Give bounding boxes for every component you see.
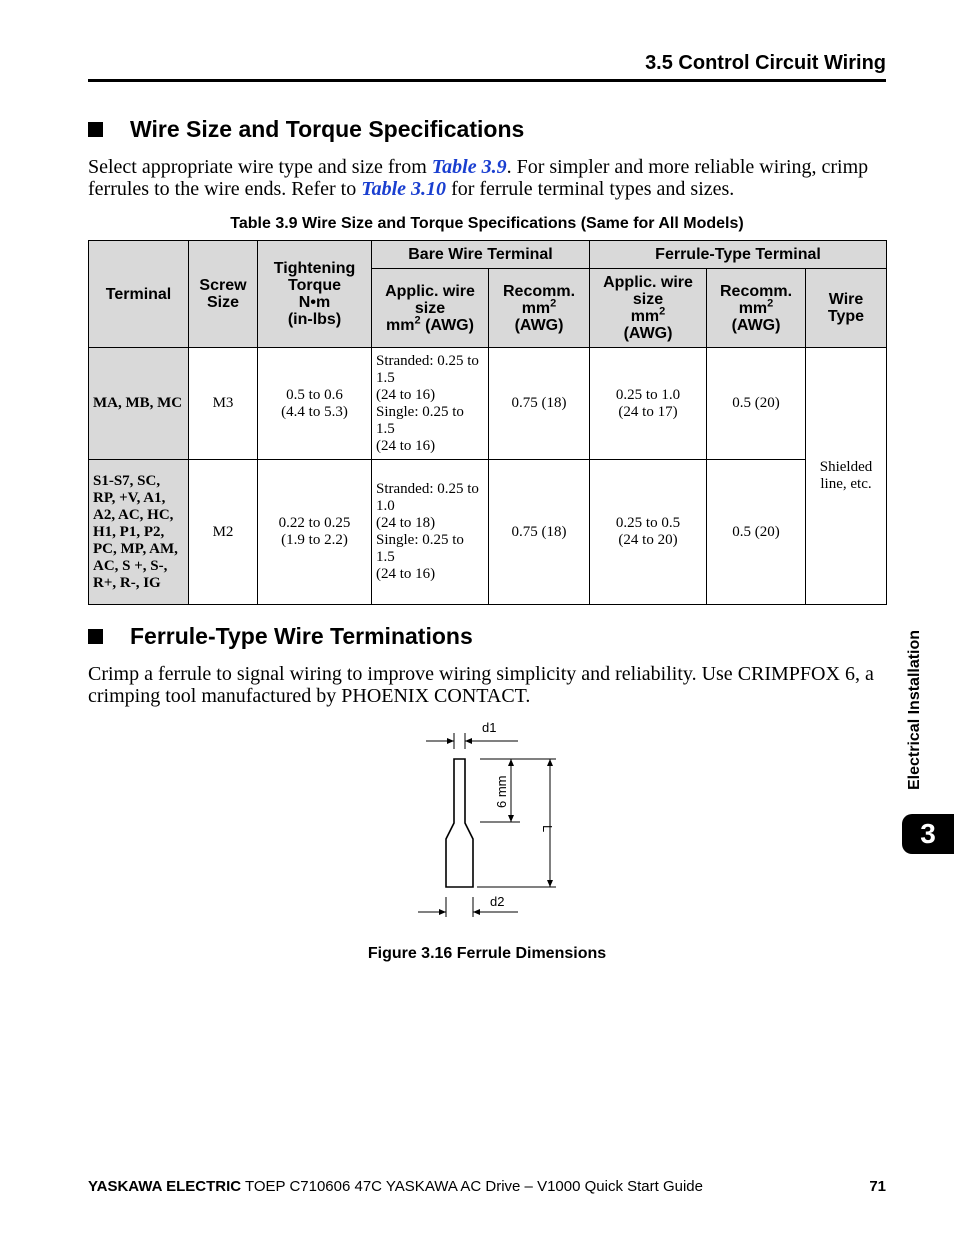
section-heading-ferrule	[88, 623, 473, 650]
header-ferrule-applic-wire-size: Applic. wire size $mm^2$ (AWG)	[590, 269, 707, 348]
header-bare-recomm: Recomm. $mm^2$ (AWG)	[489, 269, 590, 348]
para-text: Select appropriate wire type and size from	[88, 156, 432, 178]
table-3-9-link[interactable]: Table 3.9	[431, 156, 507, 178]
cell-bare-applic	[372, 460, 489, 605]
cell-screw: M3	[189, 348, 258, 460]
ferrule-paragraph: Crimp a ferrule to signal wiring to improve wiring simplicity and reliability. Use CRIMPFOX 6, a crimping tool manufactured by PHOENIX CONTACT.	[88, 663, 874, 707]
awg-label: (AWG)	[425, 316, 474, 334]
table-3-10-link[interactable]: Table 3.10	[361, 178, 447, 200]
header-rule	[88, 79, 886, 82]
cell-wire-type: Shielded line, etc.	[806, 348, 887, 605]
mm-label: mm	[738, 299, 768, 317]
table-row	[89, 460, 887, 605]
arrowhead-icon	[547, 880, 553, 887]
recomm-label: Recomm.	[502, 282, 576, 300]
bare-applic-line: Single: 0.25 to 1.5	[376, 403, 464, 437]
torque-inlbs: (4.4 to 5.3)	[281, 403, 348, 420]
torque-nm: 0.22 to 0.25	[278, 515, 351, 531]
bare-applic-line: Stranded: 0.25 to 1.0	[376, 481, 479, 514]
label-6mm: 6 mm	[494, 775, 509, 808]
cell-screw: M2	[189, 460, 258, 605]
ferrule-outline	[446, 759, 473, 887]
table-row	[89, 348, 887, 460]
section-heading-text: Wire Size and Torque Specifications	[130, 116, 525, 142]
arrowhead-icon	[447, 738, 454, 744]
label-L: L	[540, 825, 555, 833]
torque-inlbs: (1.9 to 2.2)	[281, 532, 348, 548]
header-bare-wire-terminal: Bare Wire Terminal	[372, 241, 590, 269]
chapter-tab: 3	[902, 814, 954, 854]
bare-applic-line: (24 to 16)	[376, 386, 436, 403]
header-tightening-torque	[258, 241, 372, 348]
section-heading-wire-size	[88, 116, 524, 143]
page-number: 71	[869, 1178, 886, 1195]
ferrule-applic-awg: (24 to 20)	[618, 532, 678, 548]
arrowhead-icon	[508, 759, 514, 766]
arrowhead-icon	[473, 909, 480, 915]
table-caption: Table 3.9 Wire Size and Torque Specifications (Same for All Models)	[230, 215, 744, 232]
header-section-title: 3.5 Control Circuit Wiring	[645, 52, 886, 74]
figure-caption: Figure 3.16 Ferrule Dimensions	[367, 945, 607, 962]
bare-applic-line: Single: 0.25 to 1.5	[376, 532, 464, 565]
bare-applic-line: Stranded: 0.25 to 1.5	[376, 352, 479, 386]
bare-applic-line: (24 to 16)	[376, 437, 436, 454]
ferrule-applic-awg: (24 to 17)	[618, 403, 678, 420]
cell-bare-applic	[372, 348, 489, 460]
cell-ferrule-recomm: 0.5 (20)	[707, 348, 806, 460]
ferrule-applic-mm: 0.25 to 0.5	[615, 515, 681, 531]
square-bullet-icon	[88, 122, 103, 137]
cell-ferrule-applic	[590, 348, 707, 460]
header-ferrule-type-terminal: Ferrule-Type Terminal	[590, 241, 887, 269]
intro-paragraph	[88, 156, 888, 200]
arrowhead-icon	[465, 738, 472, 744]
header-bare-applic-wire-size: Applic. wire size $mm^2$ (AWG)	[372, 269, 489, 348]
header-terminal: Terminal	[89, 241, 189, 348]
arrowhead-icon	[508, 815, 514, 822]
awg-label: (AWG)	[731, 316, 781, 334]
torque-unit: N•m	[298, 294, 331, 311]
side-tab-label: Electrical Installation	[906, 629, 923, 790]
header-ferrule-recomm: Recomm. $mm^2$ (AWG)	[707, 269, 806, 348]
ferrule-applic-mm: 0.25 to 1.0	[615, 386, 681, 403]
bare-applic-line: (24 to 16)	[376, 566, 436, 582]
cell-ferrule-recomm: 0.5 (20)	[707, 460, 806, 605]
cell-terminal: MA, MB, MC	[89, 348, 189, 460]
cell-torque	[258, 460, 372, 605]
ferrule-dimensions-figure	[410, 715, 570, 920]
cell-bare-recomm: 0.75 (18)	[489, 460, 590, 605]
applic-label: Applic. wire size	[603, 274, 693, 308]
awg-label: (AWG)	[514, 316, 564, 334]
cell-terminal: S1-S7, SC, RP, +V, A1, A2, AC, HC, H1, P1, P2, PC, MP, AM, AC, S +, S-, R+, R-, IG	[89, 460, 189, 605]
footer-doc-title: TOEP C710606 47C YASKAWA AC Drive – V1000 Quick Start Guide	[241, 1178, 703, 1195]
applic-label: Applic. wire size	[385, 282, 475, 317]
bare-applic-line: (24 to 18)	[376, 515, 436, 531]
header-wire-type: Wire Type	[806, 269, 887, 348]
recomm-label: Recomm.	[719, 282, 793, 300]
wire-size-torque-table	[88, 240, 887, 605]
torque-label: Tightening Torque	[273, 260, 356, 294]
para-text: for ferrule terminal types and sizes.	[446, 178, 735, 200]
label-d1: d1	[482, 720, 497, 735]
square-bullet-icon	[88, 629, 103, 644]
awg-label: (AWG)	[623, 325, 673, 342]
header-screw-size: Screw Size	[189, 241, 258, 348]
label-d2: d2	[490, 894, 505, 909]
footer	[88, 1178, 703, 1195]
cell-torque	[258, 348, 372, 460]
arrowhead-icon	[547, 759, 553, 766]
torque-nm: 0.5 to 0.6	[286, 386, 343, 403]
section-heading-text: Ferrule-Type Wire Terminations	[130, 623, 473, 649]
cell-ferrule-applic	[590, 460, 707, 605]
para-text: . For simpler and more reliable wiring, crimp ferrules to the wire ends. Refer to	[88, 156, 869, 200]
footer-brand: YASKAWA ELECTRIC	[88, 1178, 242, 1195]
mm-label: mm	[630, 308, 660, 325]
mm-label: mm	[521, 299, 551, 317]
arrowhead-icon	[439, 909, 446, 915]
cell-bare-recomm: 0.75 (18)	[489, 348, 590, 460]
torque-unit-alt: (in-lbs)	[287, 311, 342, 328]
mm-label: mm	[386, 316, 415, 334]
